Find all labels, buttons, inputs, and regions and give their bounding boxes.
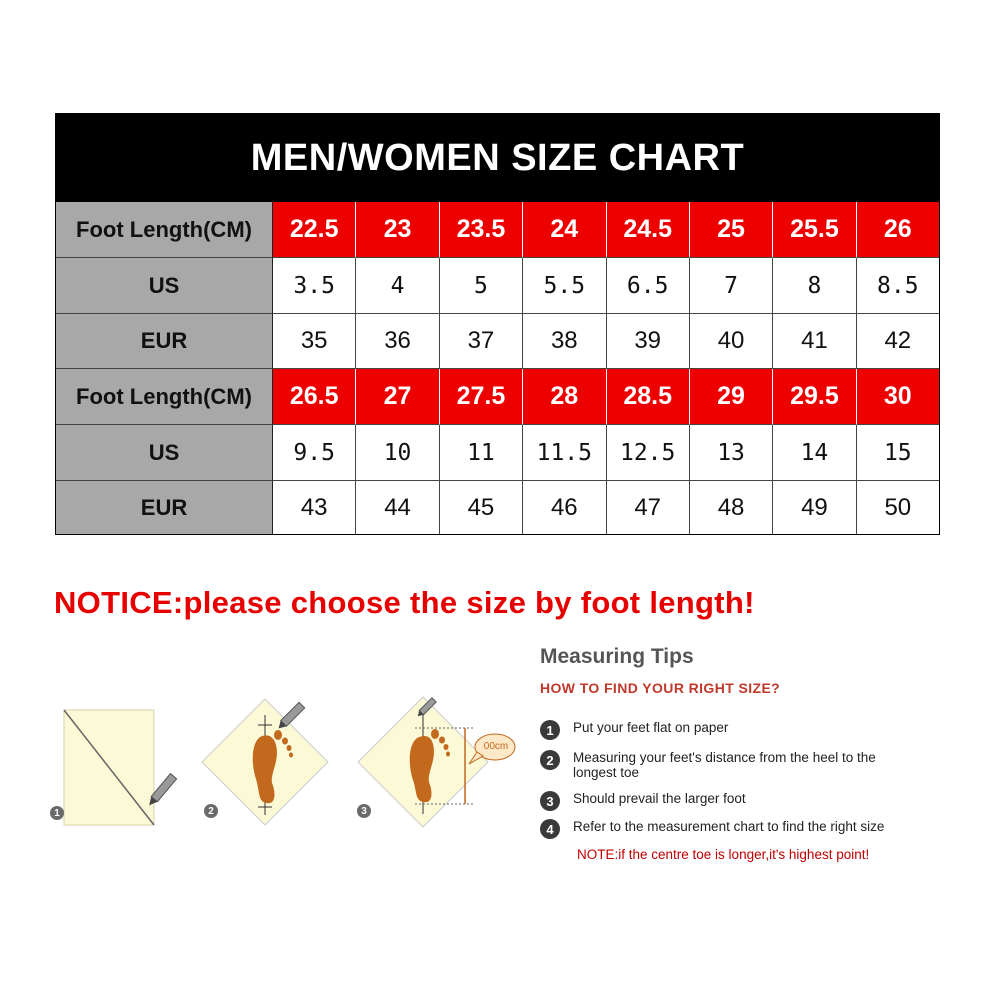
tip-number: 4 [540, 819, 560, 839]
table-cell: 43 [273, 481, 356, 534]
tip-text: Should prevail the larger foot [573, 791, 746, 806]
table-cell: 41 [773, 314, 856, 369]
table-cell: 25 [690, 202, 773, 258]
table-cell: 5.5 [523, 258, 606, 314]
table-cell: 9.5 [273, 425, 356, 481]
table-cell: 15 [857, 425, 939, 481]
table-cell: 24 [523, 202, 606, 258]
table-cell: 38 [523, 314, 606, 369]
table-cell: 25.5 [773, 202, 856, 258]
table-cell: 48 [690, 481, 773, 534]
table-cell: 50 [884, 493, 912, 521]
table-cell: 23.5 [440, 202, 523, 258]
table-cell: 46 [523, 481, 606, 534]
table-cell: 39 [607, 314, 690, 369]
table-cell: 7 [690, 258, 773, 314]
table-cell: 49 [773, 481, 856, 534]
row-label-foot-length: Foot Length(CM) [56, 202, 273, 258]
table-cell: 14 [773, 425, 856, 481]
notice-text: NOTICE:please choose the size by foot length! [54, 585, 755, 620]
measurement-label: 00cm [483, 741, 509, 752]
row-label-eur: EUR [56, 314, 273, 369]
tip-item [540, 819, 943, 839]
table-cell: 45 [440, 481, 523, 534]
tip-text: Refer to the measurement chart to find the right size [573, 819, 885, 834]
tip-text: Put your feet flat on paper [573, 720, 729, 735]
step-number: 2 [204, 804, 218, 818]
table-cell: 29.5 [773, 369, 856, 425]
table-cell: 29 [690, 369, 773, 425]
table-title: MEN/WOMEN SIZE CHART [250, 136, 745, 179]
row-label-us: US [56, 258, 273, 314]
row-label-foot-length: Foot Length(CM) [56, 369, 273, 425]
table-cell: 11 [440, 425, 523, 481]
table-cell: 8 [773, 258, 856, 314]
row-label-eur: EUR [56, 481, 273, 534]
size-chart-table [55, 113, 940, 535]
table-title-bar [56, 114, 939, 202]
step-number: 3 [357, 804, 371, 818]
foot-on-paper-icon [200, 697, 340, 837]
tip-item [540, 791, 943, 811]
table-cell: 26 [857, 202, 939, 258]
table-cell: 26.5 [273, 369, 356, 425]
foot-length-row [56, 202, 939, 258]
step-3-illustration [355, 692, 525, 842]
table-cell: 6.5 [607, 258, 690, 314]
table-cell: 22.5 [273, 202, 356, 258]
table-cell: 28.5 [607, 369, 690, 425]
table-cell: 24.5 [607, 202, 690, 258]
tip-number: 3 [540, 791, 560, 811]
table-cell: 10 [356, 425, 439, 481]
table-cell: 36 [356, 314, 439, 369]
table-cell: 5 [440, 258, 523, 314]
table-cell: 4 [356, 258, 439, 314]
step-2-illustration [200, 697, 340, 837]
tip-number: 2 [540, 750, 560, 770]
table-cell: 3.5 [273, 258, 356, 314]
tip-number: 1 [540, 720, 560, 740]
table-cell: 42 [857, 314, 939, 369]
eur-size-row [56, 314, 939, 369]
table-cell: 28 [523, 369, 606, 425]
table-cell: 35 [273, 314, 356, 369]
tip-item [540, 750, 903, 780]
table-cell: 37 [440, 314, 523, 369]
us-size-row [56, 258, 939, 314]
table-cell: 23 [356, 202, 439, 258]
measuring-tips [540, 645, 970, 862]
foot-length-row [56, 369, 939, 425]
table-cell: 30 [857, 369, 939, 425]
tips-note: NOTE:if the centre toe is longer,it's highest point! [577, 847, 870, 862]
table-cell: 44 [356, 481, 439, 534]
table-cell: 13 [690, 425, 773, 481]
step-1-illustration [50, 700, 190, 830]
table-cell: 27.5 [440, 369, 523, 425]
eur-size-row [56, 481, 939, 534]
tips-title: Measuring Tips [540, 645, 694, 668]
table-cell: 8.5 [857, 258, 939, 314]
step-number: 1 [50, 806, 64, 820]
table-cell: 47 [607, 481, 690, 534]
table-cell: 27 [356, 369, 439, 425]
tips-subtitle: HOW TO FIND YOUR RIGHT SIZE? [540, 680, 781, 696]
row-label-us: US [56, 425, 273, 481]
tip-item [540, 720, 943, 740]
us-size-row [56, 425, 939, 481]
table-cell: 40 [690, 314, 773, 369]
table-cell: 12.5 [607, 425, 690, 481]
foot-measurement-icon [355, 692, 525, 842]
paper-pencil-icon [50, 700, 190, 830]
tip-text: Measuring your feet's distance from the heel to the longest toe [573, 750, 876, 780]
table-cell: 11.5 [523, 425, 606, 481]
